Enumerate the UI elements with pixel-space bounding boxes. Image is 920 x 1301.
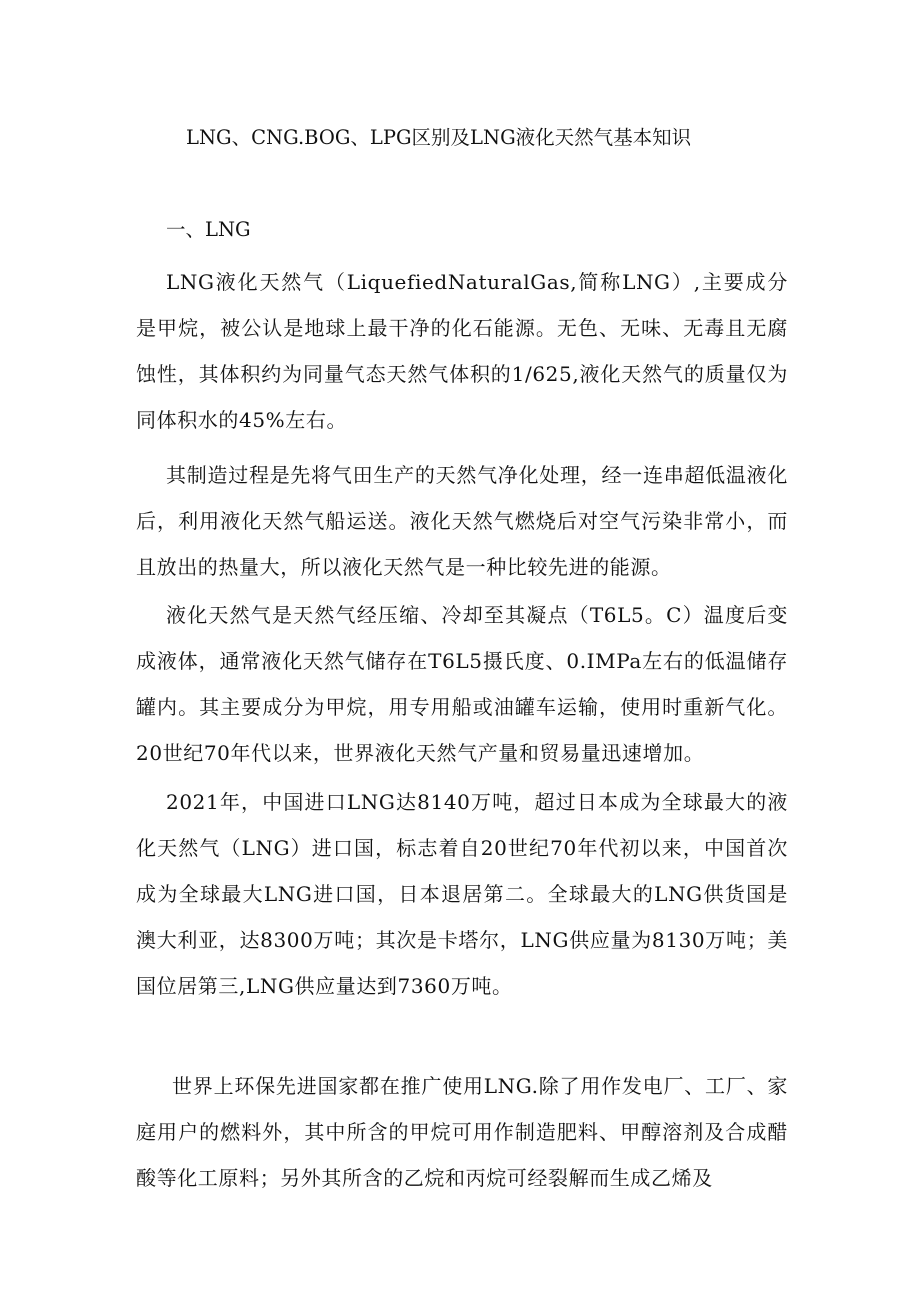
paragraph: LNG液化天然气（LiquefiedNaturalGas,简称LNG）,主要成分是甲烷，被公认是地球上最干净的化石能源。无色、无味、无毒且无腐蚀性，其体积约为同量气态天然气体积的1/625,液化天然气的质量仅为同体积水的45%左右。 (136, 270, 788, 432)
paragraph: 其制造过程是先将气田生产的天然气净化处理，经一连串超低温液化后，利用液化天然气船运送。液化天然气燃烧后对空气污染非常小，而且放出的热量大，所以液化天然气是一种比较先进的能源。 (136, 463, 788, 579)
document-title: LNG、CNG.BOG、LPG区别及LNG液化天然气基本知识 (186, 126, 692, 149)
paragraph: 世界上环保先进国家都在推广使用LNG.除了用作发电厂、工厂、家庭用户的燃料外，其中所含的甲烷可用作制造肥料、甲醇溶剂及合成醋酸等化工原料；另外其所含的乙烷和丙烷可经裂解而生成乙烯及 (136, 1074, 788, 1190)
section-heading: 一、LNG (166, 218, 251, 241)
paragraph: 2021年，中国进口LNG达8140万吨，超过日本成为全球最大的液化天然气（LNG）进口国，标志着自20世纪70年代初以来，中国首次成为全球最大LNG进口国，日本退居第二。全球最大的LNG供货国是澳大利亚，达8300万吨；其次是卡塔尔，LNG供应量为8130万吨；美国位居第三,LNG供应量达到7360万吨。 (136, 790, 788, 998)
paragraph: 液化天然气是天然气经压缩、冷却至其凝点（T6L5。C）温度后变成液体，通常液化天然气储存在T6L5摄氏度、0.IMPa左右的低温储存罐内。其主要成分为甲烷，用专用船或油罐车运输，使用时重新气化。20世纪70年代以来，世界液化天然气产量和贸易量迅速增加。 (136, 603, 788, 765)
